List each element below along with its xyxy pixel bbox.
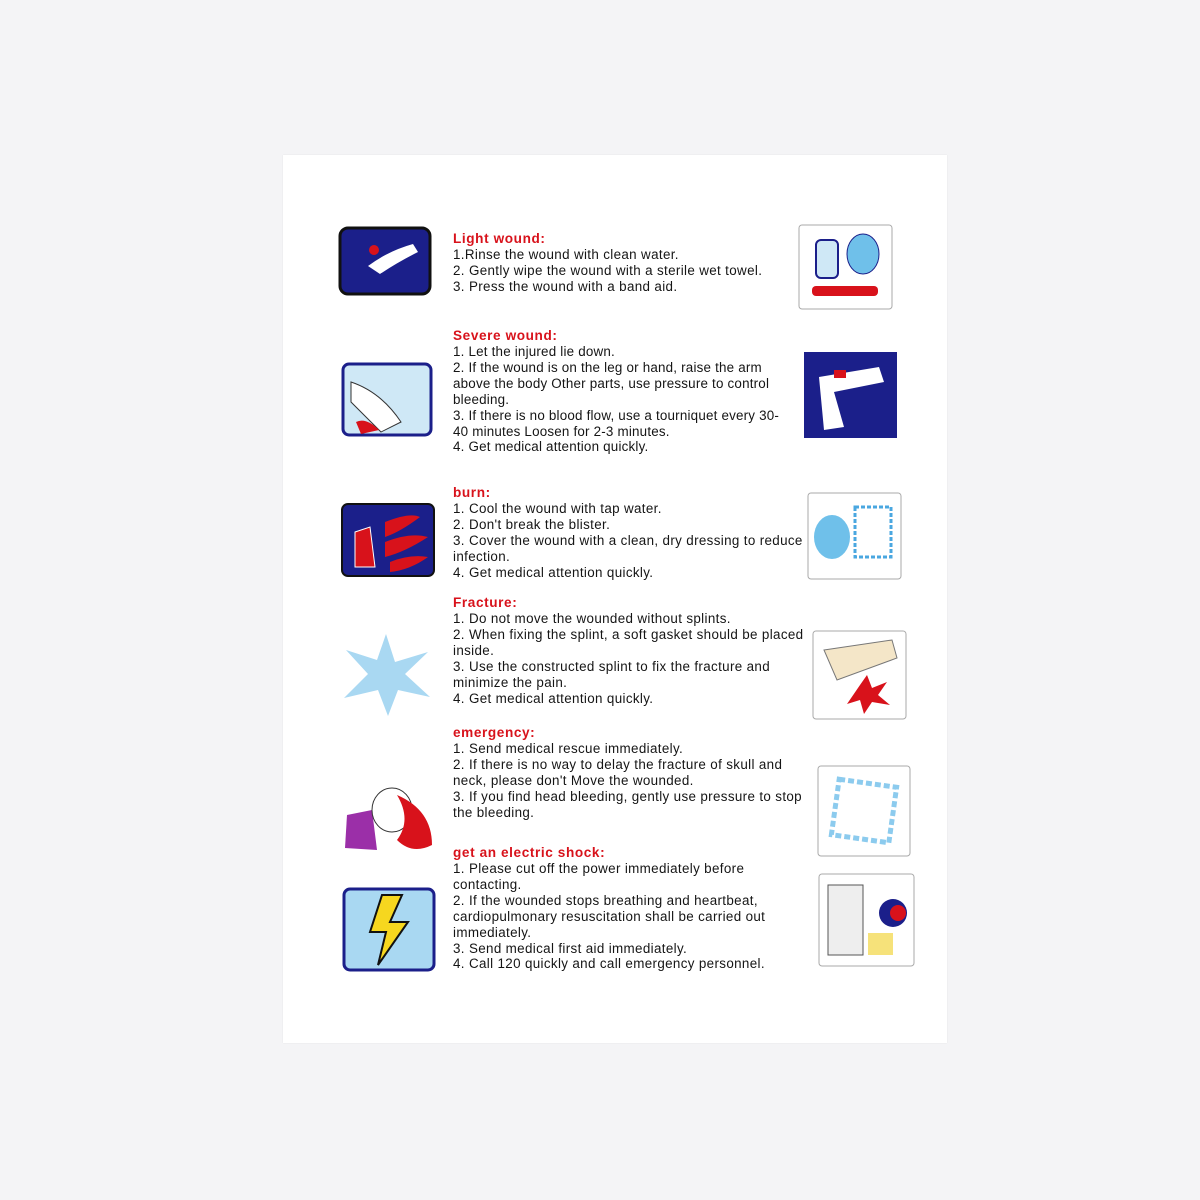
section-burn: burn: 1. Cool the wound with tap water. 2. Don't break the blister. 3. Cover the wound with a clean, dry dressing to reduce infection. 4. Get medical attention quickly.	[453, 485, 813, 581]
lightning-bolt-icon	[342, 887, 436, 972]
hand-wound-icon	[338, 226, 432, 296]
section-title: get an electric shock:	[453, 845, 606, 860]
fracture-star-icon	[340, 632, 432, 718]
section-severe-wound: Severe wound: 1. Let the injured lie down. 2. If the wound is on the leg or hand, raise the arm above the body Other parts, use pressure to control bleeding. 3. If there is no blood flow, use a tourniquet every 30-40 minutes Loosen for 2-3 minutes. 4. Get medical attention quickly.	[453, 328, 793, 455]
section-electric-shock: get an electric shock: 1. Please cut off the power immediately before contacting. 2. If the wounded stops breathing and heartbeat, cardiopulmonary resuscitation shall be carried out immediately. 3. Send medical first aid immediately. 4. Call 120 quickly and call emergency personnel.	[453, 845, 813, 972]
raised-arm-icon	[804, 352, 897, 438]
section-title: Severe wound:	[453, 328, 558, 343]
section-fracture: Fracture: 1. Do not move the wounded without splints. 2. When fixing the splint, a soft gasket should be placed inside. 3. Use the constructed splint to fix the fracture and minimize the pain. 4. Get medical attention quickly.	[453, 595, 813, 706]
splint-icon	[812, 630, 907, 720]
burn-hand-icon	[340, 502, 436, 578]
section-title: Fracture:	[453, 595, 518, 610]
head-injury-icon	[342, 780, 436, 855]
section-title: burn:	[453, 485, 491, 500]
first-aid-instruction-sheet	[283, 155, 947, 1043]
section-light-wound: Light wound: 1.Rinse the wound with clean water. 2. Gently wipe the wound with a sterile wet towel. 3. Press the wound with a band aid.	[453, 231, 813, 295]
cpr-icon	[818, 873, 915, 967]
dressing-icon	[807, 492, 902, 580]
section-title: Light wound:	[453, 231, 546, 246]
section-emergency: emergency: 1. Send medical rescue immediately. 2. If there is no way to delay the fracture of skull and neck, please don't Move the wounded. 3. If you find head bleeding, gently use pressure to stop the bleeding.	[453, 725, 813, 821]
gauze-pad-icon	[817, 765, 911, 857]
section-title: emergency:	[453, 725, 536, 740]
arm-pressure-icon	[341, 362, 433, 437]
water-bottle-bandaid-icon	[798, 224, 893, 310]
